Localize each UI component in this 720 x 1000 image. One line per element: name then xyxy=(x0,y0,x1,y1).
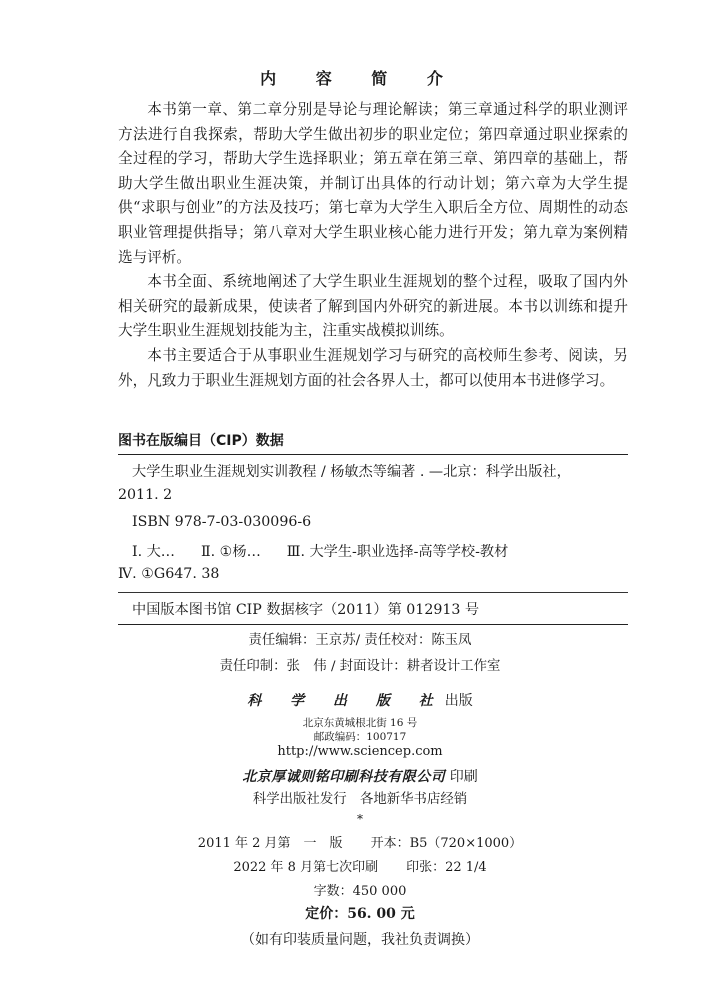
publisher-suffix: 出版 xyxy=(444,693,473,709)
separator-star: * xyxy=(357,812,363,826)
printed-sheets: 印张：22 1/4 xyxy=(406,860,487,875)
cip-record: 中国版本图书馆 CIP 数据核字（2011）第 012913 号 xyxy=(132,602,480,618)
cip-mid-rule xyxy=(118,592,628,593)
summary-paragraph: 本书第一章、第二章分别是导论与理论解读；第三章通过科学的职业测评方法进行自我探索，帮助大学生做出初步的职业定位；第四章通过职业探索的全过程的学习，帮助大学生选择职业；第五章在第三章、第四章的基础上，帮助大学生做出职业生涯决策，并制订出具体的行动计划；第六章为大学生提供“求职与创业”的方法及技巧；第七章为大学生入职后全方位、周期性的动态职业管理提供指导；第八章对大学生职业核心能力进行开发；第九章为案例精选与评析。 xyxy=(118,101,628,266)
summary-paragraph: 本书主要适合于从事职业生涯规划学习与研究的高校师生参考、阅读，另外，凡致力于职业生涯规划方面的社会各界人士，都可以使用本书进修学习。 xyxy=(118,346,628,389)
printer-line xyxy=(0,766,720,786)
printer-suffix: 印刷 xyxy=(445,769,478,785)
quality-notice: （如有印装质量问题，我社负责调换） xyxy=(241,932,479,948)
cip-date-line: 2011. 2 xyxy=(118,487,173,503)
printer-name: 北京厚诚则铭印刷科技有限公司 xyxy=(242,769,446,785)
publisher-address: 北京东黄城根北街 16 号 xyxy=(302,717,418,729)
summary-paragraph: 本书全面、系统地阐述了大学生职业生涯规划的整个过程，吸取了国内外相关研究的最新成果，使读者了解到国内外研究的新进展。本书以训练和提升大学生职业生涯规划技能为主，注重实战模拟训练。 xyxy=(118,273,628,340)
credits-production: 责任印制：张 伟 / 封面设计：耕者设计工作室 xyxy=(219,659,501,674)
reprint-info: 2022 年 8 月第七次印刷 xyxy=(233,860,379,875)
cip-class-a: Ⅰ. 大… xyxy=(132,544,175,560)
publisher-name: 科 学 出 版 社 xyxy=(247,693,445,709)
book-format: 开本：B5（720×1000） xyxy=(370,836,523,851)
edition-line xyxy=(0,832,720,851)
distribution-line: 科学出版社发行 各地新华书店经销 xyxy=(252,792,468,807)
cip-class-b: Ⅱ. ①杨… xyxy=(201,544,261,560)
credits-editors: 责任编辑：王京苏/ 责任校对：陈玉凤 xyxy=(248,633,472,648)
publisher-line xyxy=(0,690,720,710)
cip-top-rule xyxy=(118,454,628,455)
cip-heading: 图书在版编目（CIP）数据 xyxy=(118,433,284,449)
word-count: 字数：450 000 xyxy=(313,884,407,899)
cip-title-line: 大学生职业生涯规划实训教程 / 杨敏杰等编著 . —北京：科学出版社， xyxy=(132,464,571,480)
cip-isbn: ISBN 978-7-03-030096-6 xyxy=(132,514,312,530)
cip-bottom-rule xyxy=(118,624,628,625)
publisher-url: http://www.sciencep.com xyxy=(277,744,443,759)
cip-class-c: Ⅲ. 大学生-职业选择-高等学校-教材 xyxy=(286,544,509,560)
summary-section xyxy=(118,98,628,393)
publisher-postcode: 邮政编码：100717 xyxy=(313,731,407,743)
first-edition: 2011 年 2 月第 一 版 xyxy=(197,836,343,851)
cip-classification xyxy=(132,541,642,561)
printing-line xyxy=(0,856,720,875)
page-title: 内 容 简 介 xyxy=(260,69,460,88)
cip-class-d: Ⅳ. ①G647. 38 xyxy=(118,566,220,582)
price: 定价：56. 00 元 xyxy=(305,906,415,922)
